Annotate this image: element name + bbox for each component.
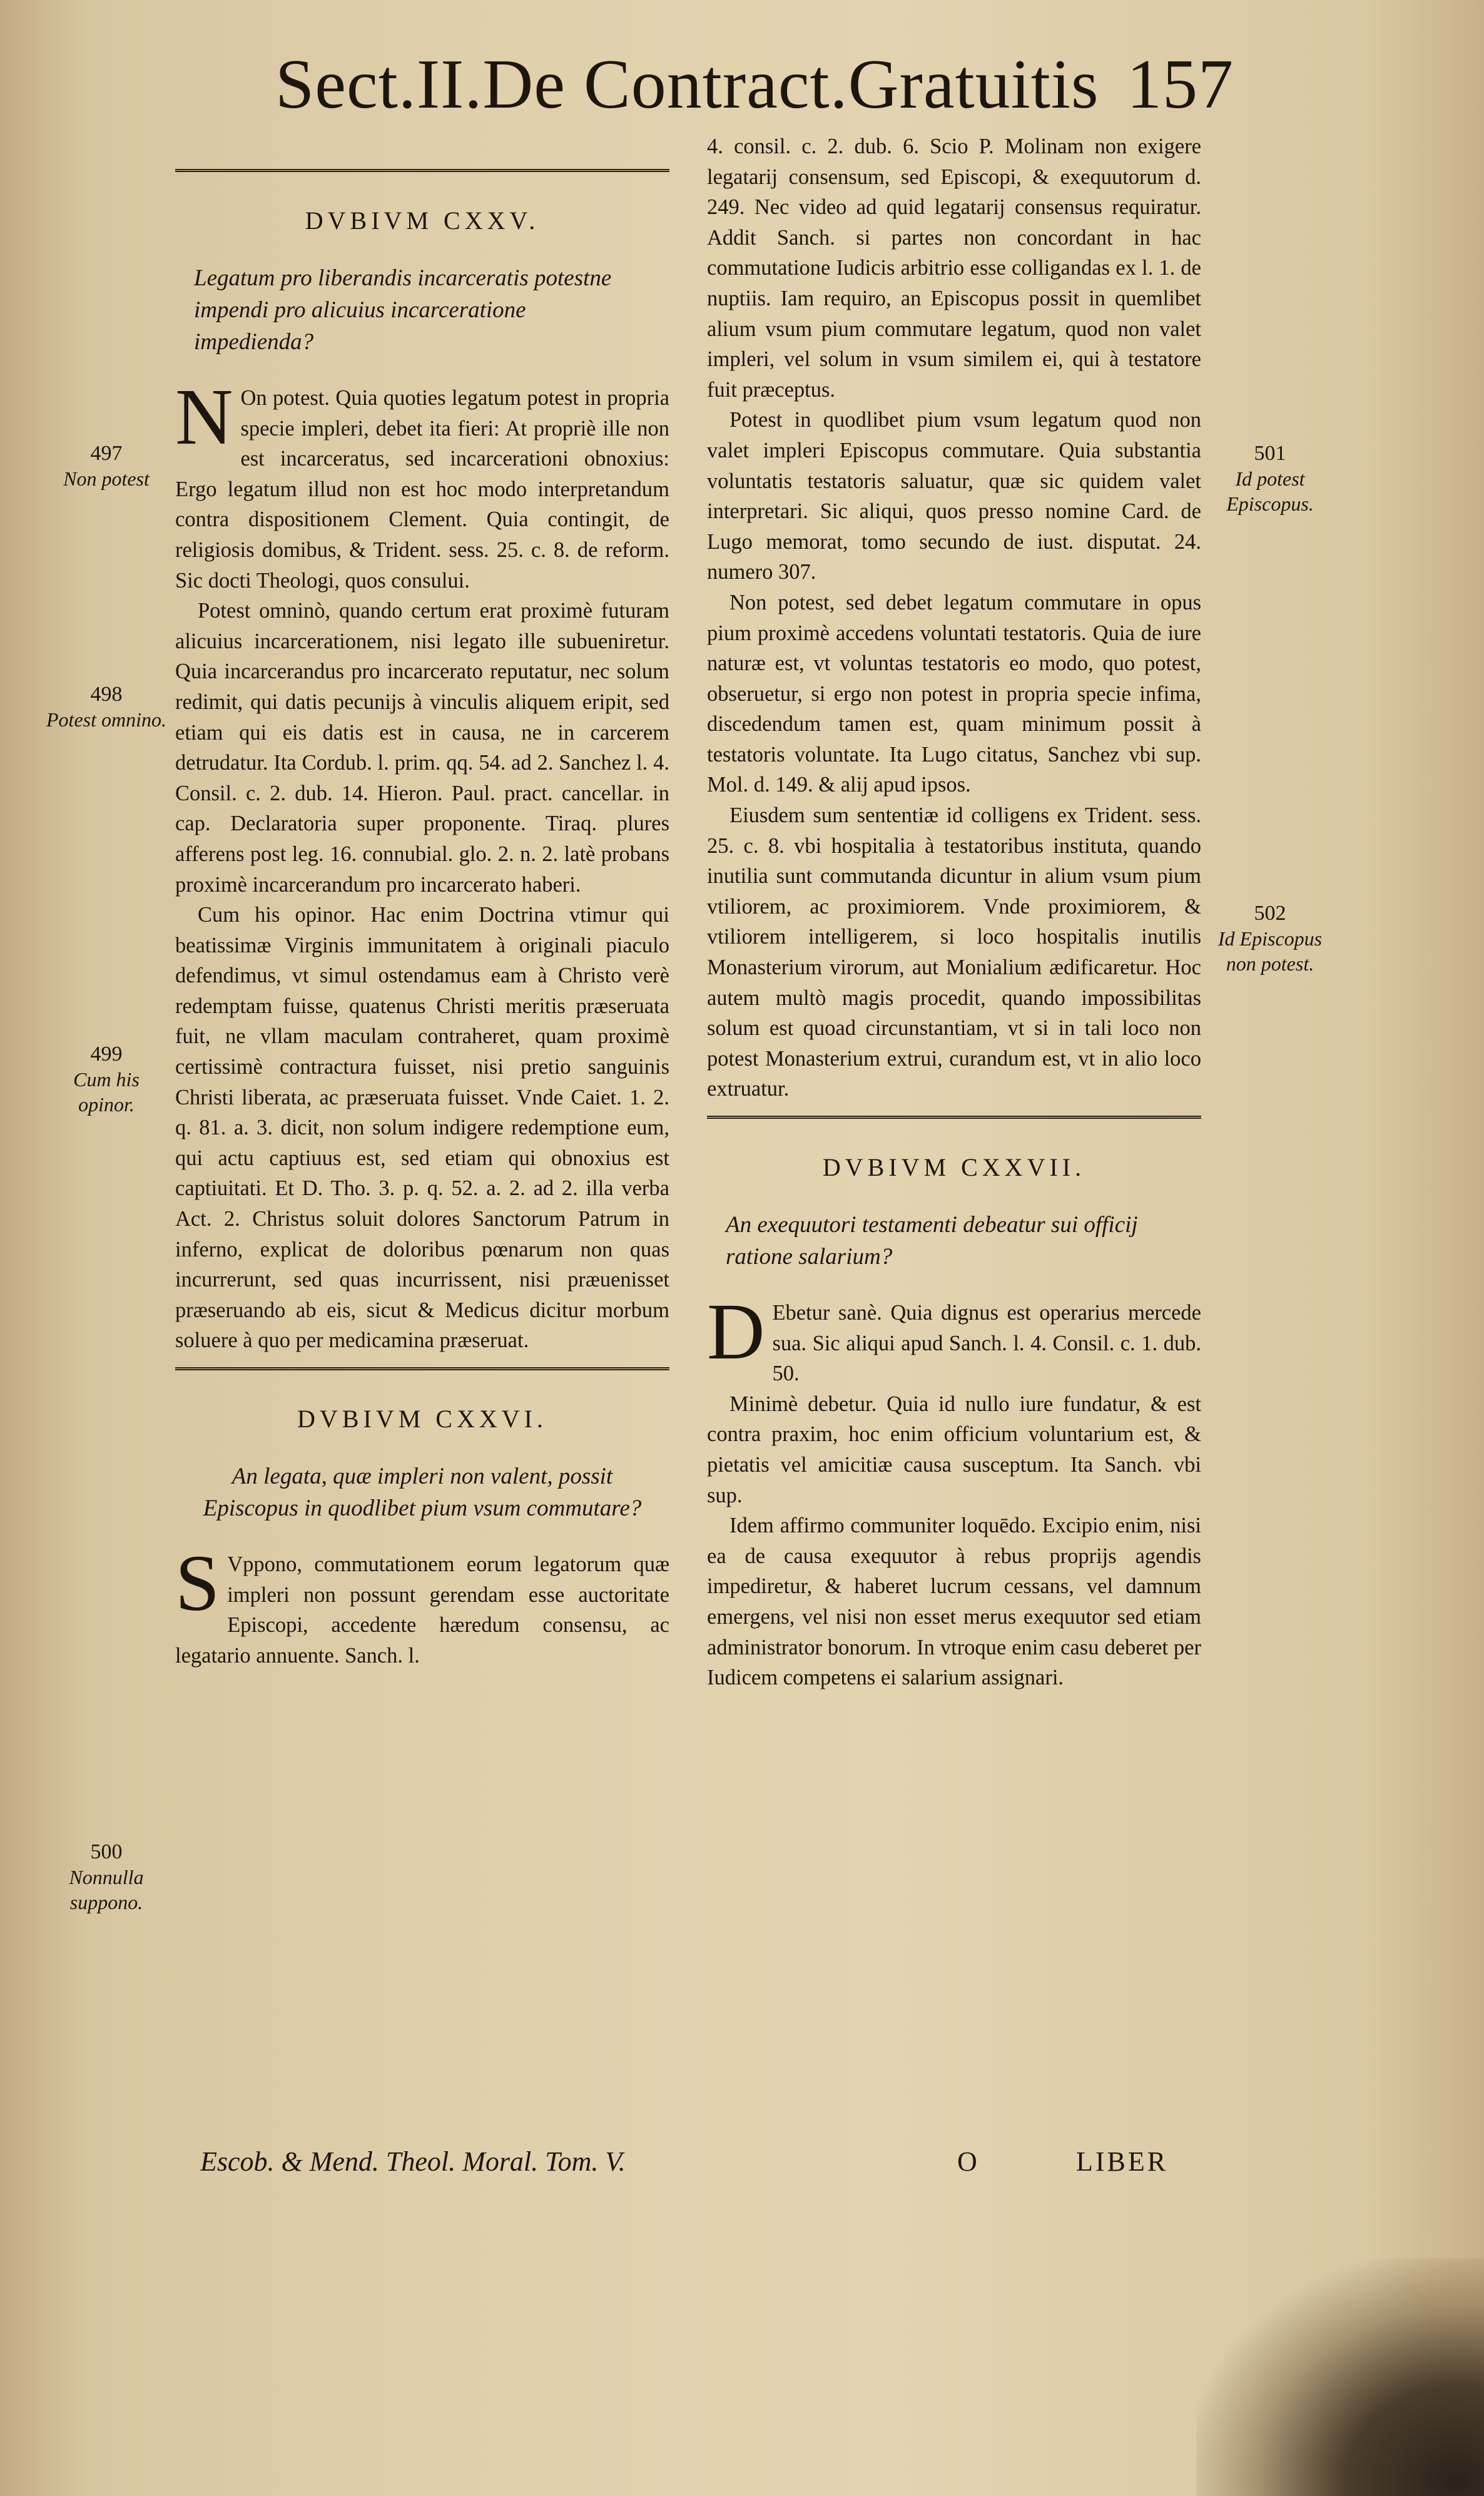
margin-note-501: 501 Id potest Episcopus. [1226,442,1314,515]
signature-mark: O [957,2146,977,2177]
dubium-127-question: An exequutori testamenti debeatur sui officij ratione salarium? [726,1212,1138,1270]
right-column [707,131,1201,1693]
catchword: LIBER [1076,2146,1169,2177]
section-rule [707,1116,1201,1130]
section-rule [175,169,669,183]
page-footer [200,2140,1239,2184]
paragraph-502b: Eiusdem sum sententiæ id colligens ex Trident. sess. 25. c. 8. vbi hospitalia à testatoribus instituta, quando inutilia sunt commutanda dicuntur in alium vsum pium vtiliorem, ac proximiorem. Vnde proximiorem, & vtiliorem intelligerem, si loco hospitalis inutilis Monasterium virorum, aut Monialium ædificaretur. Hoc autem multò magis procedit, quando impossibilitas solum est quoad circunstantiam, vt si in tali loco non potest Monasterium extrui, curandum est, vt in alio loco extruatur. [707,803,1201,1101]
signature-line: Escob. & Mend. Theol. Moral. Tom. V. [200,2146,626,2177]
dubium-125-question: Legatum pro liberandis incarceratis potestne impendi pro alicuius incarceratione impedienda? [194,265,612,355]
margin-note-499: 499 Cum his opinor. [73,1042,140,1116]
left-margin-notes [44,0,169,2496]
paragraph-498: Potest omninò, quando certum erat proximè futuram alicuius incarcerationem, nisi legato ille subueniretur. Quia incarcerandus pro incarcerato reputatur, nec solum redimit, qui datis pecunijs à vinculis aliquem eripit, sed etiam qui eis datis est in causa, ne in carcerem detrudatur. Ita Cordub. l. prim. qq. 54. ad 2. Sanchez l. 4. Consil. c. 2. dub. 14. Hieron. Paul. pract. cancellar. in cap. Declaratoria super proponente. Tiraq. plures afferens post leg. 16. connubial. glo. 2. n. 2. latè probans proximè incarcerandum pro incarcerato haberi. [175,599,669,897]
dubium-127-heading: DVBIVM CXXVII. [822,1153,1086,1181]
paragraph-127-3: Idem affirmo communiter loquēdo. Excipio enim, nisi ea de causa exequutor à rebus proprijs agendis impediretur, & haberet lucrum cessans, vel damnum emergens, vel nisi non esset merus exequutor sed etiam administrator bonorum. In vtroque enim casu deberet per Iudicem competens ei salarium assignari. [707,1514,1201,1690]
section-rule [175,1367,669,1382]
paragraph-500-continued: 4. consil. c. 2. dub. 6. Scio P. Molinam non exigere legatarij consensum, sed Episcopi, & exequutorum d. 249. Nec video ad quid legatarij consensus requiratur. Addit Sanch. si partes non concordant in hac commutatione Iudicis arbitrio esse colligandas ex l. 1. de nuptiis. Iam requiro, an Episcopus possit in quemlibet alium vsum pium commutare legatum, quod non valet impleri, vel solum in vsum similem ei, qui à testatore fuit præceptus. [707,135,1201,402]
right-margin-notes [1207,0,1333,2496]
dubium-126-heading: DVBIVM CXXVI. [297,1405,547,1433]
margin-note-500: 500 Nonnulla suppono. [69,1840,144,1913]
running-title: Sect.II.De Contract.Gratuitis [275,46,1099,123]
paragraph-501: Potest in quodlibet pium vsum legatum quod non valet impleri Episcopus commutare. Quia substantia voluntatis testatoris saluatur, quæ sic quidem valet interpretari. Sic aliqui, quos presso nomine Card. de Lugo memorat, tomo secundo de iust. disputat. 24. numero 307. [707,408,1201,584]
paragraph-502a: Non potest, sed debet legatum commutare in opus pium proximè accedens voluntati testatoris. Quia de iure naturæ est, vt voluntas testatoris eo modo, quo potest, obseruetur, si ergo non potest in propria specie infima, discedendum tamen est, quam minimum possit à testatoris voluntate. Ita Lugo citatus, Sanchez vbi sup. Mol. d. 149. & alij apud ipsos. [707,590,1201,797]
paragraph-497: N On potest. Quia quoties legatum potest in propria specie impleri, debet ita fieri: At propriè ille non est incarceratus, sed incarcerationi obnoxius: Ergo legatum illud non est hoc modo interpretandum contra dispositionem Clement. Quia contingit, de religiosis domibus, & Trident. sess. 25. c. 8. de reform. Sic docti Theologi, quos consului. [175,372,669,593]
dubium-126-question: An legata, quæ impleri non valent, possit Episcopus in quodlibet pium vsum commutare? [203,1464,642,1521]
paragraph-127-1: D Ebetur sanè. Quia dignus est operarius mercede sua. Sic aliqui apud Sanch. l. 4. Consil. c. 1. dub. 50. [707,1287,1201,1386]
margin-note-502: 502 Id Episcopus non potest. [1217,902,1323,975]
drop-cap: S [175,1539,220,1627]
paragraph-127-2: Minimè debetur. Quia id nullo iure fundatur, & est contra praxim, hoc enim officium voluntarium est, & pietatis vel amicitiæ causa susceptum. Ita Sanch. vbi sup. [707,1392,1201,1507]
dubium-125-heading: DVBIVM CXXV. [305,206,540,235]
running-header [275,38,1234,131]
drop-cap: D [707,1287,765,1376]
paragraph-499: Cum his opinor. Hac enim Doctrina vtimur qui beatissimæ Virginis immunitatem à originali piaculo defendimus, vt simul ostendamus eam à Christo verè redemptam fuisse, quatenus Christi meritis præseruata fuit, ne vllam maculam contraheret, quam proximè certissimè contractura fuisset, nisi pretio sanguinis Christi liberata, ac præseruata fuisset. Vnde Caiet. 1. 2. q. 81. a. 3. dicit, non solum indigere redemptione eum, qui actu captiuus est, sed etiam qui obnoxius est captiuitati. Et D. Tho. 3. p. q. 52. a. 2. ad 2. illa verba Act. 2. Christus soluit dolores Sanctorum Patrum in inferno, explicat de doloribus pœnarum non quas incurrerunt, sed quas incurrissent, nisi præuenisset præseruando ab eis, sicut & Medicus dicitur morbum soluere à quo per medicamina præseruat. [175,903,669,1353]
margin-note-498: 498 Potest omnino. [46,683,166,731]
page-number: 157 [1127,46,1234,123]
paragraph-500: S Vppono, commutationem eorum legatorum quæ impleri non possunt gerendam esse auctoritate Episcopi, accedente hæredum consensu, ac legatario annuente. Sanch. l. [175,1539,669,1668]
left-column [175,156,669,1671]
drop-cap: N [175,372,233,461]
margin-note-497: 497 Non potest [63,442,150,490]
